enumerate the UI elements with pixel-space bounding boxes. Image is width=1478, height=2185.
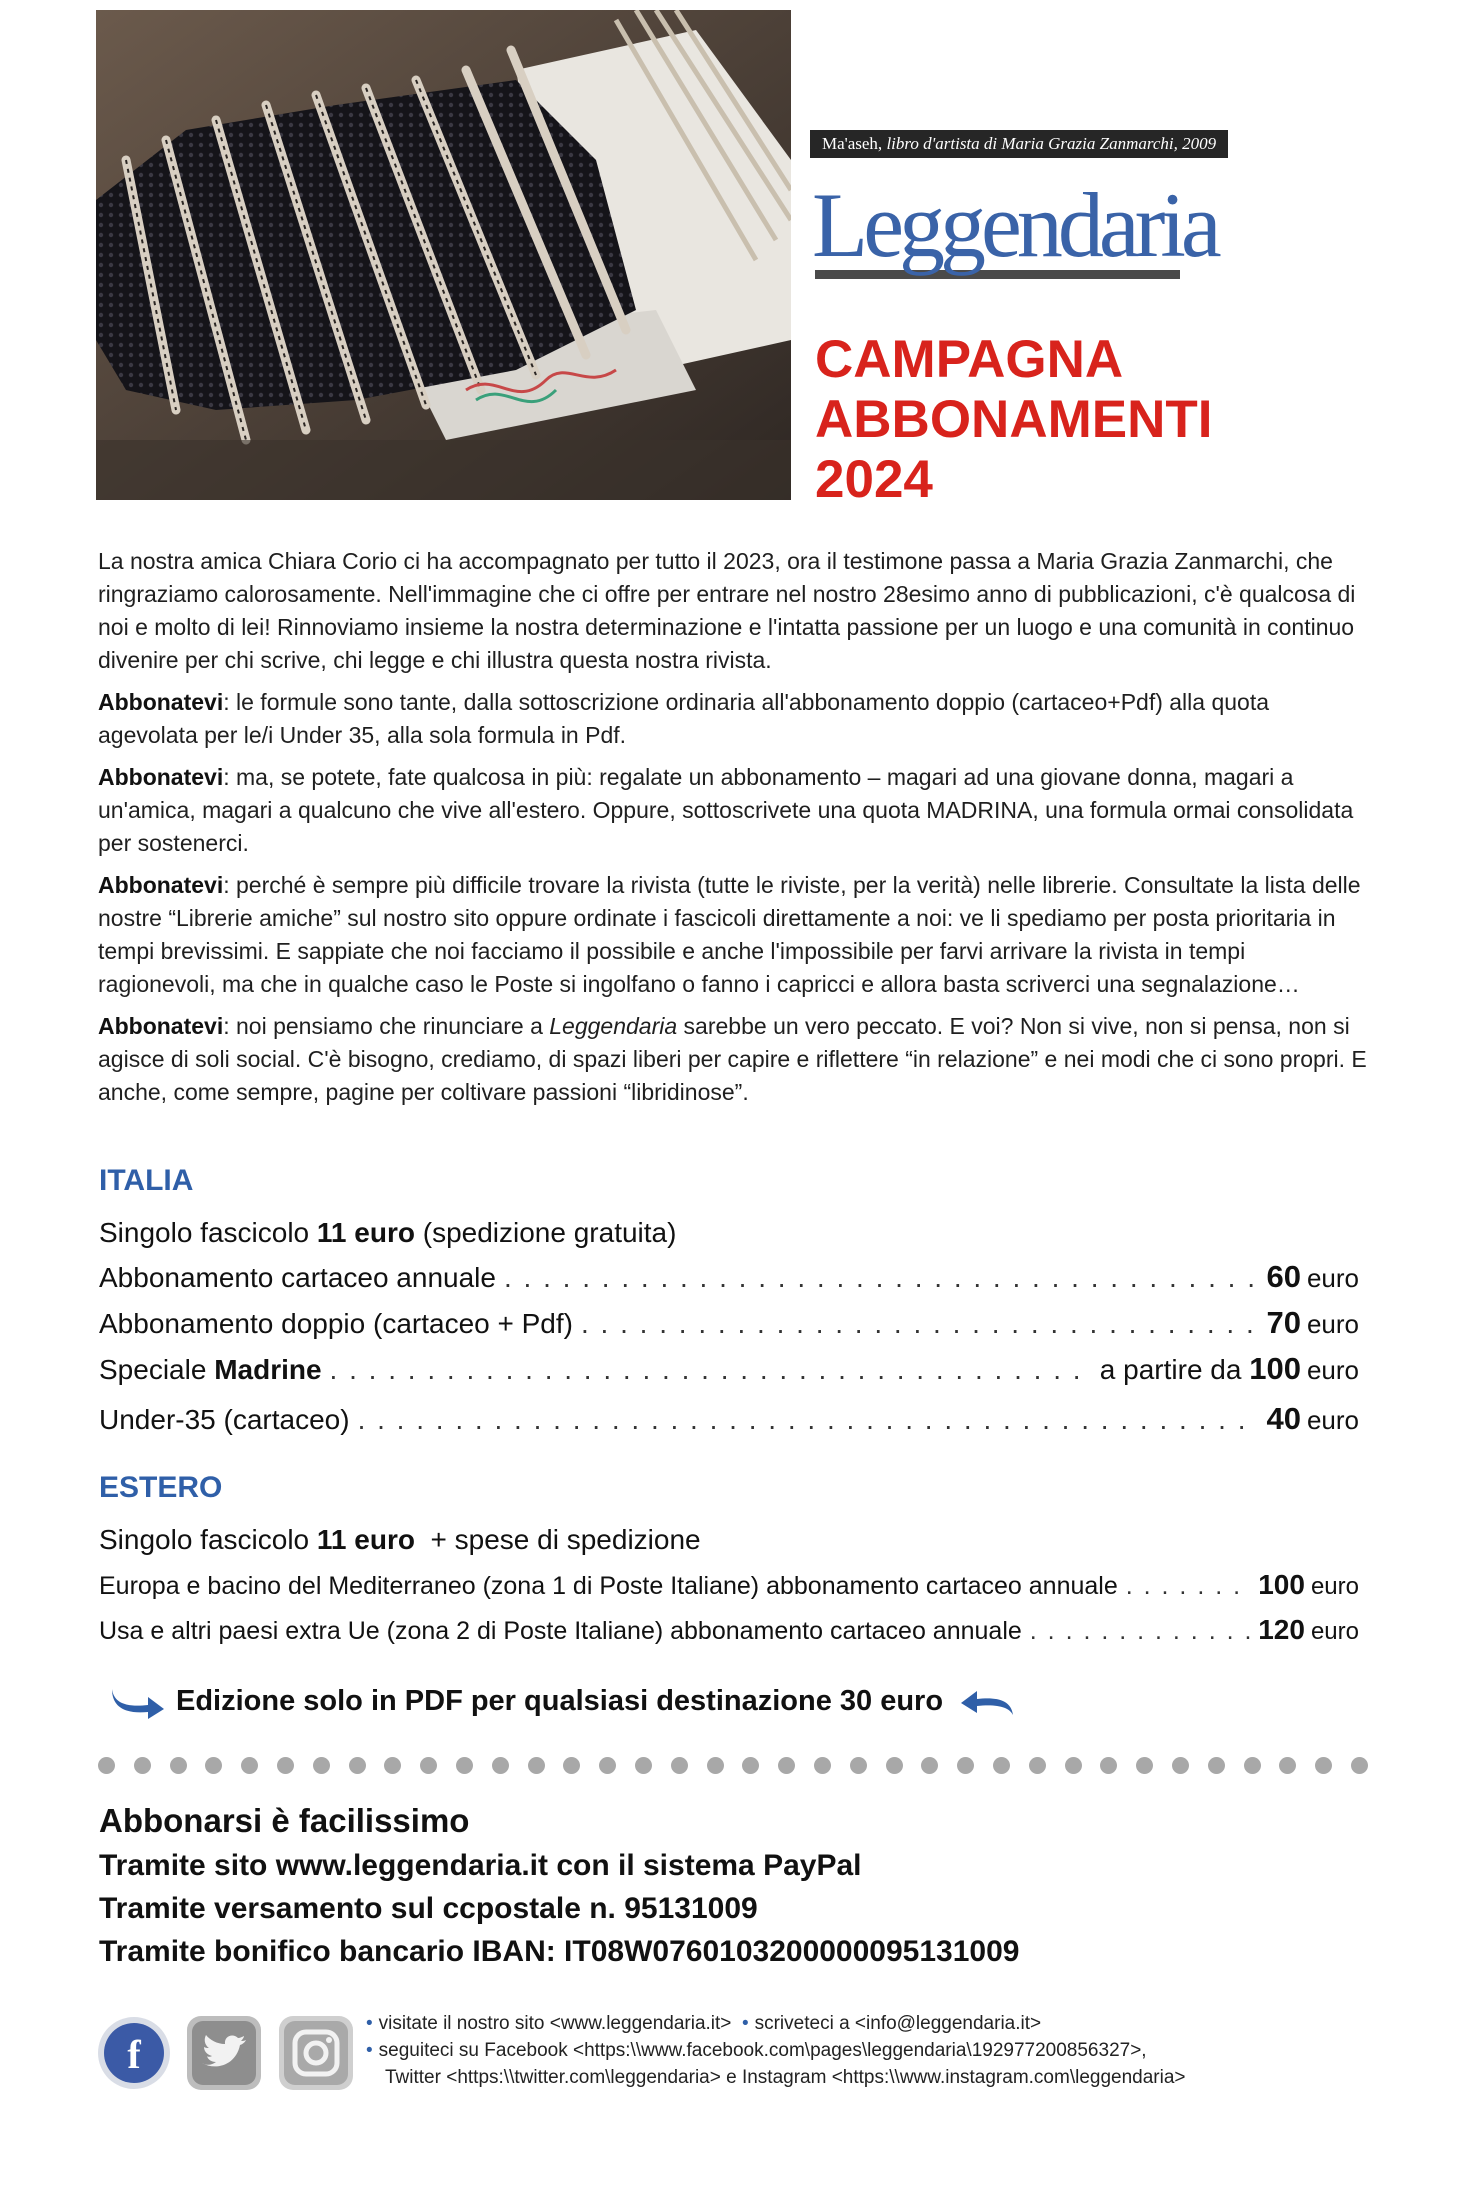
price-row: Speciale Madrine . . . a partire da 100 euro [99,1349,1359,1390]
estero-single-issue: Singolo fascicolo 11 euro + spese di spedizione [99,1524,701,1555]
intro-paragraph: Abbonatevi: perché è sempre più difficile trovare la rivista (tutte le riviste, per la verità) nelle librerie. Consultate la lista delle nostre “Librerie amiche” sul nostro sito oppure ordinate i fascicoli direttamente a noi: ve li spediamo per posta prioritaria in tempi brevissimi. E sappiate che noi facciamo il possibile e anche l'impossibile per farvi arrivare la rivista in tempi ragionevoli, ma che in qualche caso le Poste si ingolfano o fanno i capricci e allora basta scriverci una segnalazione… [98,872,1361,997]
intro-paragraph: Abbonatevi: noi pensiamo che rinunciare a Leggendaria sarebbe un vero peccato. E voi? Non si vive, non si pensa, non si agisce di soli social. C'è bisogno, crediamo, di spazi liberi per capire e riflettere “in relazione” e nei modi che ci sono propri. E anche, come sempre, pagine per coltivare passioni “libridinose”. [98,1013,1367,1105]
headline-line: ABBONAMENTI [815,390,1213,449]
pdf-offer: Edizione solo in PDF per qualsiasi destinazione 30 euro [108,1676,1148,1726]
site-link[interactable]: visitate il nostro sito <www.leggendaria.it> [378,2013,732,2034]
cover-artwork-photo [96,10,791,500]
price-row: Under-35 (cartaceo) . . . 40 euro [99,1399,1359,1440]
subscribe-method: Tramite versamento sul ccpostale n. 95131009 [99,1892,758,1925]
price-row: Abbonamento doppio (cartaceo + Pdf) . . . 70 euro [99,1303,1359,1344]
leggendaria-logo: Leggendaria [812,174,1217,276]
price-row: Abbonamento cartaceo annuale . . . 60 euro [99,1257,1359,1298]
headline-line: 2024 [815,450,933,509]
email-link[interactable]: scriveteci a <info@leggendaria.it> [754,2013,1042,2034]
estero-section-title: ESTERO [99,1471,223,1504]
twitter-instagram-links[interactable]: Twitter <https:\\twitter.com\leggendaria> e Instagram <https:\\www.instagram.com\leggendaria> [385,2067,1186,2088]
dotted-divider [98,1757,1368,1779]
contact-footer: • visitate il nostro sito <www.leggendaria.it> • scriveteci a <info@leggendaria.it> • seguiteci su Facebook <https:\\www.facebook.com\pages\leggendaria\192977200856327>, Twitter <https:\\twitter.com\leggendaria> e Instagram <https:\\www.instagram.com\leggendaria> [366,2010,1466,2091]
headline-line: CAMPAGNA [815,330,1124,389]
subscribe-instructions [99,1798,1299,1973]
arrow-left-icon [957,1681,1017,1721]
italia-single-issue: Singolo fascicolo 11 euro (spedizione gratuita) [99,1217,677,1248]
facebook-link[interactable]: seguiteci su Facebook <https:\\www.facebook.com\pages\leggendaria\192977200856327>, [378,2040,1147,2061]
intro-paragraph: La nostra amica Chiara Corio ci ha accompagnato per tutto il 2023, ora il testimone passa a Maria Grazia Zanmarchi, che ringraziamo calorosamente. Nell'immagine che ci offre per entrare nel nostro 28esimo anno di pubblicazioni, c'è qualcosa di noi e molto di lei! Rinnoviamo insieme la nostra determinazione e l'intatta passione per un luogo e una comunità in continuo divenire per chi scrive, chi legge e chi illustra questa nostra rivista. [98,548,1356,673]
intro-paragraph: Abbonatevi: le formule sono tante, dalla sottoscrizione ordinaria all'abbonamento doppio (cartaceo+Pdf) alla quota agevolata per le/i Under 35, alla sola formula in Pdf. [98,689,1270,748]
twitter-icon[interactable] [186,2015,262,2091]
subscribe-title: Abbonarsi è facilissimo [99,1802,470,1839]
subscribe-method: Tramite bonifico bancario IBAN: IT08W0760103200000095131009 [99,1935,1020,1968]
photo-caption: Ma'aseh, libro d'artista di Maria Grazia Zanmarchi, 2009 [810,130,1228,158]
campaign-headline [815,330,1415,510]
price-row: Europa e bacino del Mediterraneo (zona 1 di Poste Italiane) abbonamento cartaceo annuale . . . 100 euro [99,1565,1359,1607]
intro-paragraph: Abbonatevi: ma, se potete, fate qualcosa in più: regalate un abbonamento – magari ad una giovane donna, magari a un'amica, magari a qualcuno che vive all'estero. Oppure, sottoscrivete una quota MADRINA, una formula ormai consolidata per sostenerci. [98,764,1354,856]
price-row: Usa e altri paesi extra Ue (zona 2 di Poste Italiane) abbonamento cartaceo annuale . . . 120 euro [99,1610,1359,1652]
facebook-icon[interactable] [96,2015,172,2091]
italia-section-title: ITALIA [99,1164,194,1197]
intro-text [98,545,1368,1118]
svg-text:f: f [127,2032,141,2077]
arrow-right-icon [108,1681,168,1721]
instagram-icon[interactable] [278,2015,354,2091]
subscribe-method: Tramite sito www.leggendaria.it con il sistema PayPal [99,1849,862,1882]
